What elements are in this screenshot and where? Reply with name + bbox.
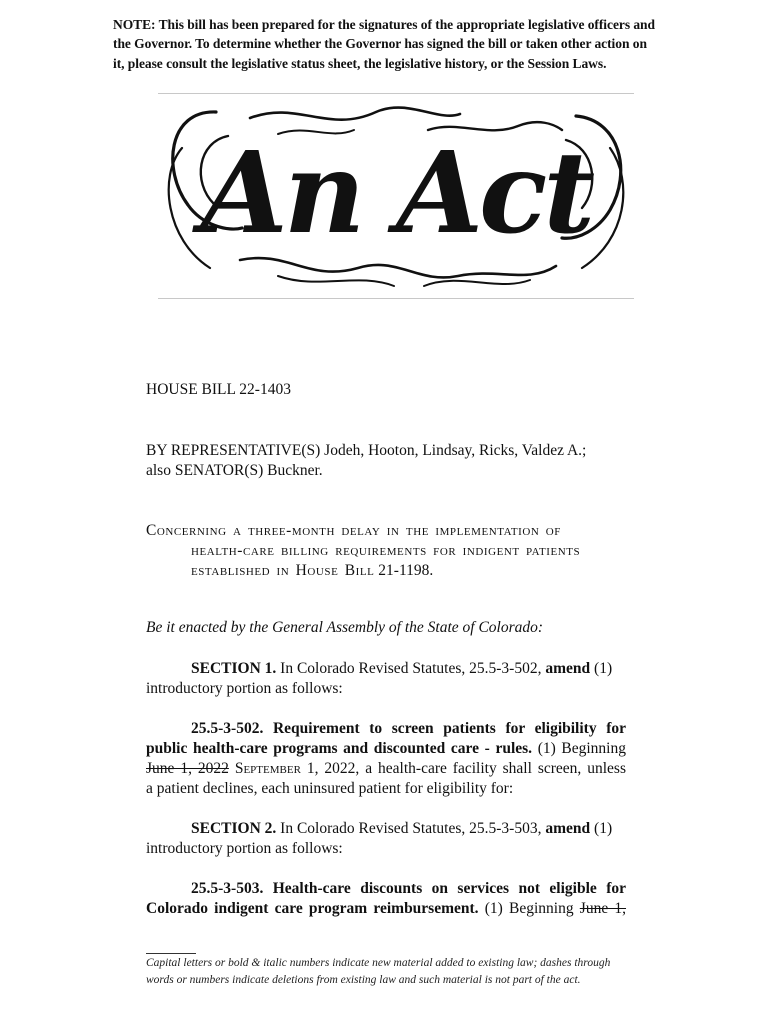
sponsors [146,441,636,481]
statute-503-heading: 25.5-3-503. Health-care discounts on services not eligible for [191,880,626,897]
sponsors-representatives: BY REPRESENTATIVE(S) Jodeh, Hooton, Lindsay, Ricks, Valdez A.; [146,442,587,459]
header-rule-bottom [158,298,634,299]
section-2 [146,819,626,859]
section-2-line-1: SECTION 2. In Colorado Revised Statutes, 25.5-3-503, amend (1) [191,820,613,837]
status-note: NOTE: This bill has been prepared for the signatures of the appropriate legislative officers and the Governor. To determine whether the Governor has signed the bill or taken other action on it, please consult the legislative status sheet, the legislative history, or the Session Laws. [113,17,655,71]
statute-502-heading-2: public health-care programs and discounted care - rules. (1) Beginning [146,740,626,757]
footnote-rule [146,953,196,954]
sponsors-senators: also SENATOR(S) Buckner. [146,462,323,479]
an-act-logo [158,100,634,294]
enacting-clause: Be it enacted by the General Assembly of the State of Colorado: [146,619,544,636]
title-line-1: Concerning a three-month delay in the implementation of [146,522,561,539]
section-1-line-1: SECTION 1. In Colorado Revised Statutes, 25.5-3-502, amend (1) [191,660,613,677]
statute-503-heading-2: Colorado indigent care program reimbursement. (1) Beginning June 1, [146,900,627,917]
title-line-2: health-care billing requirements for indigent patients [191,542,581,559]
an-act-lettering: An Act [200,128,592,259]
bill-number: HOUSE BILL 22-1403 [146,381,291,398]
statute-25-5-3-502 [146,719,626,799]
deleted-date: June 1, [579,900,627,917]
statute-25-5-3-503 [146,879,626,919]
header-rule-top [158,93,634,94]
bill-title [146,521,626,581]
deleted-date: June 1, 2022 [146,760,229,777]
statute-502-heading: 25.5-3-502. Requirement to screen patients for eligibility for [191,720,626,737]
inserted-date: September [228,760,301,777]
section-1 [146,659,626,699]
footnote: Capital letters or bold & italic numbers indicate new material added to existing law; dashes through words or numbers indicate deletions from existing law and such material is not part of the act. [146,957,611,986]
section-1-line-2: introductory portion as follows: [146,680,343,697]
title-line-3: established in House Bill 21-1198. [191,562,434,579]
statute-502-body: June 1, 2022 September 1, 2022, a health-care facility shall screen, unless [146,760,626,777]
statute-502-body-2: a patient declines, each uninsured patient for eligibility for: [146,780,514,797]
section-2-line-2: introductory portion as follows: [146,840,343,857]
an-act-emblem [158,100,634,294]
